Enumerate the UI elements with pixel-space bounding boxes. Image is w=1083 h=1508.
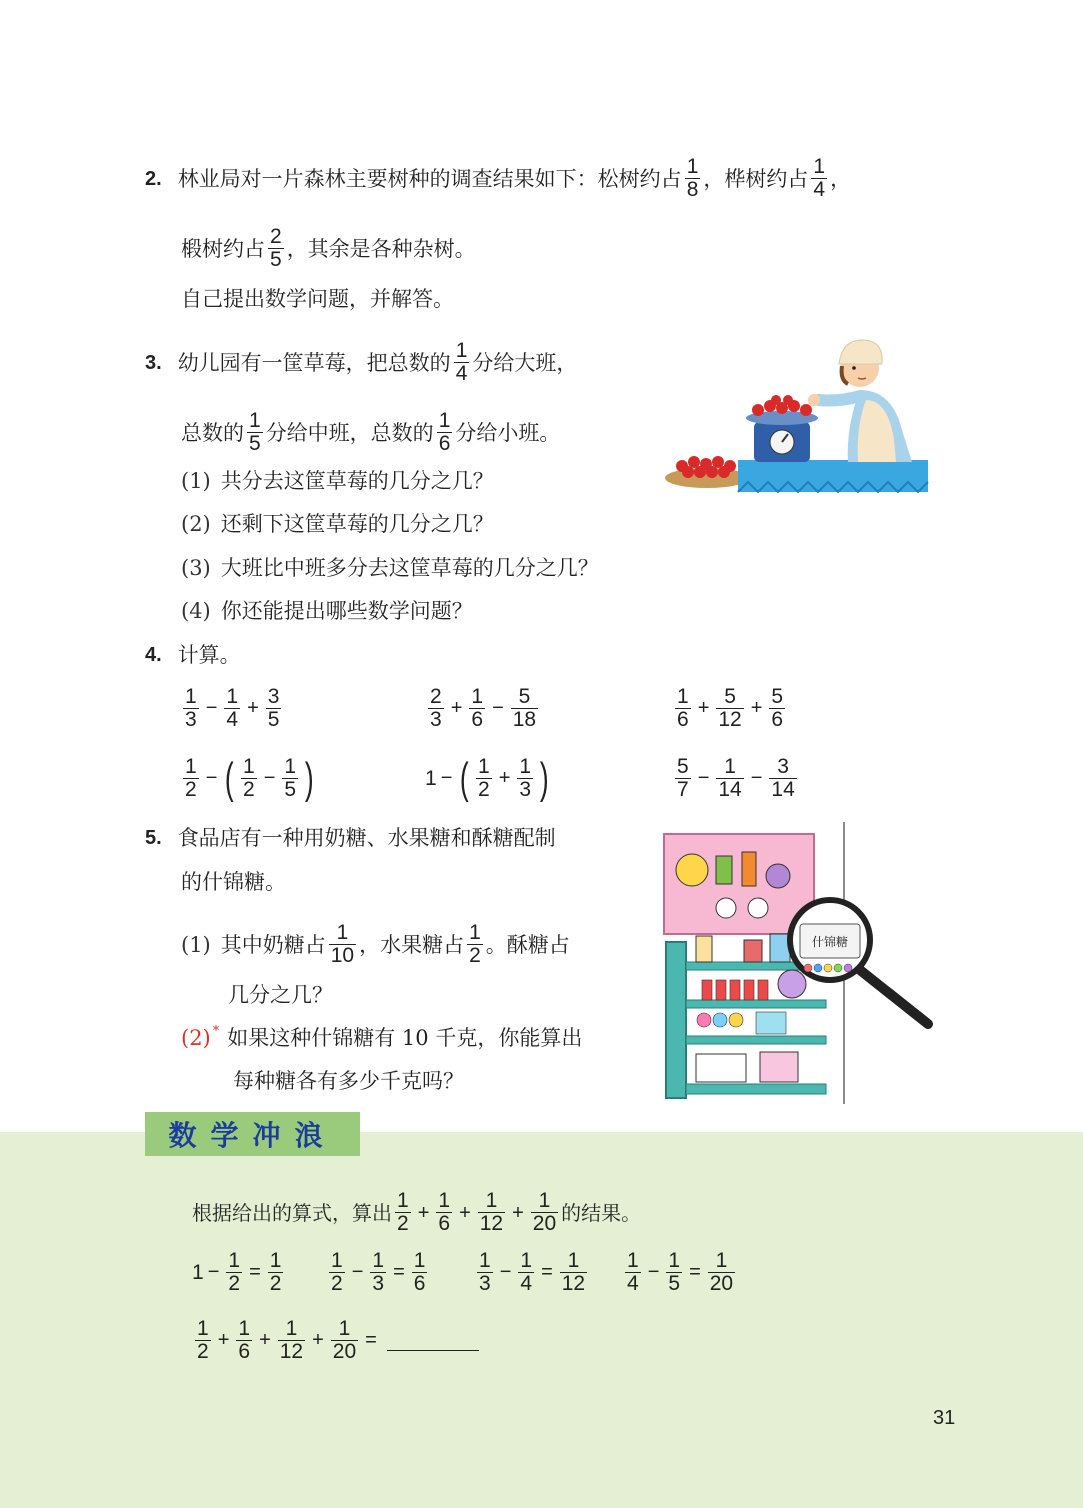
q3-sub-2: (2) 还剩下这筐草莓的几分之几？ [181, 512, 494, 536]
fraction-big-class: $\frac{1}{4}$ [455, 339, 468, 385]
q2-text-a: 林业局对一片森林主要树种的调查结果如下：松树约占 [177, 166, 682, 191]
q5-sub-1: (1) 其中奶糖占 $\frac{1}{10}$ ，水果糖占 $\frac{1}{2}$ 。酥糖占 [181, 921, 570, 967]
q4-title-line: 4. 计算。 [145, 640, 241, 670]
surf-line1: 根据给出的算式，算出 $\frac{1}{2}$ + $\frac{1}{6}$ + $\frac{1}{12}$ + $\frac{1}{20}$ 的结果。 [192, 1189, 642, 1235]
q2-line2: 椴树约占 $\frac{2}{5}$ ，其余是各种杂树。 [181, 225, 476, 271]
page-number: 31 [933, 1407, 956, 1429]
q3-sub-1: (1) 共分去这筐草莓的几分之几？ [181, 469, 494, 493]
q5-sub-2: (2) * 如果这种什锦糖有 10 千克，你能算出 [181, 1024, 583, 1050]
surf-eq-3: $\frac{1}{3}$ − $\frac{1}{4}$ = $\frac{1}{12}$ [479, 1249, 586, 1295]
fraction-linden: $\frac{2}{5}$ [270, 225, 282, 271]
q4-expr-3: $\frac{1}{6}$ + $\frac{5}{12}$ + $\frac{5}{6}$ [677, 685, 784, 731]
fraction-fruit-candy: $\frac{1}{2}$ [469, 921, 481, 967]
fraction-small-class: $\frac{1}{6}$ [438, 409, 451, 455]
q2-line1: 2. 林业局对一片森林主要树种的调查结果如下：松树约占 $\frac{1}{8}$ ，桦树约占 $\frac{1}{4}$ ， [145, 155, 852, 201]
q2-text-b: ，桦树约占 [703, 166, 809, 191]
q2-number: 2. [145, 167, 162, 190]
q4-expr-2: $\frac{2}{3}$ + $\frac{1}{6}$ − $\frac{5}{18}$ [430, 685, 537, 731]
q4-expr-6: $\frac{5}{7}$ − $\frac{1}{14}$ − $\frac{3}{14}$ [677, 755, 795, 801]
q4-number: 4. [145, 644, 162, 666]
q3-line2: 总数的 $\frac{1}{5}$ 分给中班，总数的 $\frac{1}{6}$ 分给小班。 [181, 409, 561, 455]
q2-line3: 自己提出数学问题，并解答。 [181, 287, 454, 311]
q4-expr-5: 1 − ( $\frac{1}{2}$ + $\frac{1}{3}$ ) [425, 753, 549, 803]
q4-expr-4: $\frac{1}{2}$ − ( $\frac{1}{2}$ − $\frac{1}{5}$ ) [185, 753, 314, 803]
q3-number: 3. [145, 351, 162, 374]
surf-eq-2: $\frac{1}{2}$ − $\frac{1}{3}$ = $\frac{1}{6}$ [331, 1249, 426, 1295]
q3-sub-4: (4) 你还能提出哪些数学问题？ [181, 599, 473, 623]
fraction-pine: $\frac{1}{8}$ [686, 155, 699, 201]
q5-line1: 5. 食品店有一种用奶糖、水果糖和酥糖配制 [145, 823, 556, 853]
surf-sum-expression: $\frac{1}{2}$ + $\frac{1}{6}$ + $\frac{1}{12}$ + $\frac{1}{20}$ = [192, 1318, 479, 1363]
answer-blank[interactable] [387, 1330, 479, 1351]
candy-shop-illustration [652, 822, 938, 1104]
fraction-middle-class: $\frac{1}{5}$ [249, 409, 261, 455]
fraction-milk-candy: $\frac{1}{10}$ [330, 921, 355, 967]
q4-expr-1: $\frac{1}{3}$ − $\frac{1}{4}$ + $\frac{3}{5}$ [185, 685, 280, 731]
jar-label: 什锦糖 [811, 935, 849, 949]
q5-sub-2-line2: 每种糖各有多少千克吗？ [233, 1069, 464, 1093]
strawberry-illustration [662, 330, 934, 496]
fraction-birch: $\frac{1}{4}$ [813, 155, 826, 201]
q5-number: 5. [145, 827, 162, 849]
q5-sub-1-line2: 几分之几？ [228, 983, 333, 1007]
q5-line2: 的什锦糖。 [181, 870, 286, 894]
q3-line1: 3. 幼儿园有一筐草莓，把总数的 $\frac{1}{4}$ 分给大班， [145, 339, 578, 385]
math-surf-title: 数学冲浪 [145, 1112, 360, 1156]
surf-eq-4: $\frac{1}{4}$ − $\frac{1}{5}$ = $\frac{1}{20}$ [627, 1249, 734, 1295]
q3-sub-3: (3) 大班比中班多分去这筐草莓的几分之几？ [181, 556, 599, 580]
surf-eq-1: 1 − $\frac{1}{2}$ = $\frac{1}{2}$ [192, 1249, 282, 1295]
